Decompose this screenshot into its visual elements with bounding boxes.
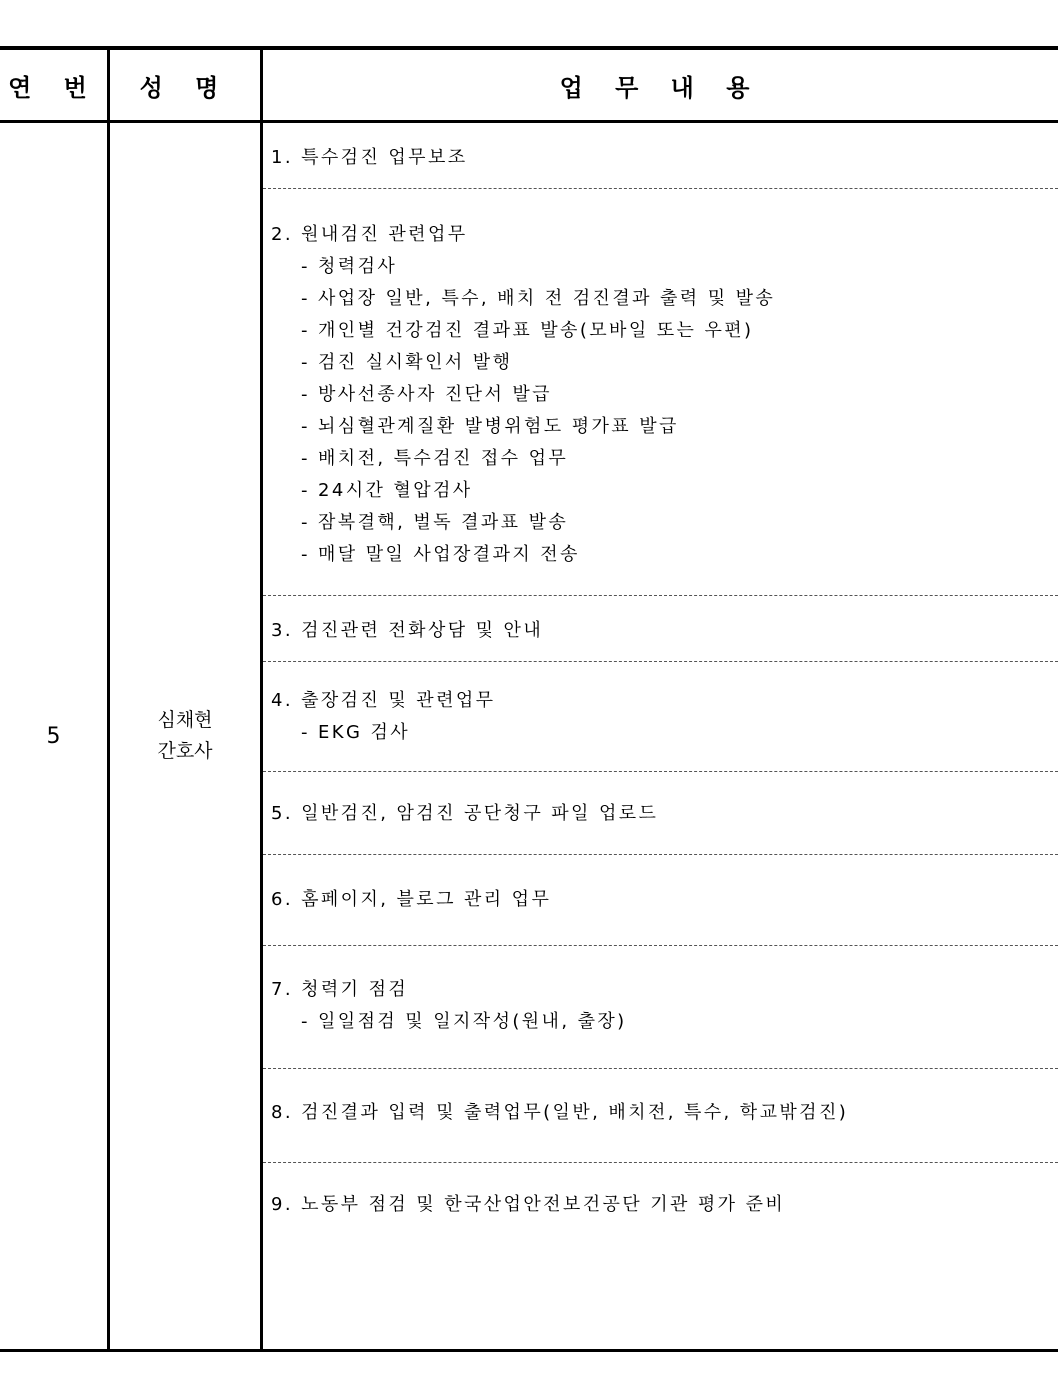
duty-title: 2. 원내검진 관련업무 xyxy=(271,224,468,245)
dashed-divider xyxy=(263,771,1058,772)
duties-table xyxy=(0,46,1058,1352)
duty-section xyxy=(263,142,1058,174)
header-duties: 업 무 내 용 xyxy=(559,73,762,102)
duty-item: - 일일점검 및 일지작성(원내, 출장) xyxy=(301,1011,627,1032)
duty-section xyxy=(263,685,1058,749)
duty-title: 3. 검진관련 전화상담 및 안내 xyxy=(271,620,544,641)
duty-section xyxy=(263,615,1058,647)
duty-item: - 배치전, 특수검진 접수 업무 xyxy=(301,448,569,469)
duty-item: - 24시간 혈압검사 xyxy=(301,480,473,501)
duty-title: 7. 청력기 점검 xyxy=(271,979,409,1000)
duties-cell xyxy=(263,123,1058,1349)
duty-item: - EKG 검사 xyxy=(301,722,411,743)
duty-item: - 검진 실시확인서 발행 xyxy=(301,352,513,373)
duty-section xyxy=(263,219,1058,571)
dashed-divider xyxy=(263,188,1058,189)
duty-item: - 뇌심혈관계질환 발병위험도 평가표 발급 xyxy=(301,416,679,437)
dashed-divider xyxy=(263,1068,1058,1069)
dashed-divider xyxy=(263,661,1058,662)
duty-section xyxy=(263,1189,1058,1221)
duty-section xyxy=(263,974,1058,1038)
person-name: 심채현 xyxy=(157,709,213,731)
header-name: 성 명 xyxy=(139,73,231,102)
duty-title: 1. 특수검진 업무보조 xyxy=(271,147,468,168)
duty-title: 8. 검진결과 입력 및 출력업무(일반, 배치전, 특수, 학교밖검진) xyxy=(271,1102,849,1123)
duty-item: - 개인별 건강검진 결과표 발송(모바일 또는 우편) xyxy=(301,320,754,341)
duty-section xyxy=(263,798,1058,830)
row-number: 5 xyxy=(46,723,61,749)
duty-section xyxy=(263,1097,1058,1129)
header-no: 연 번 xyxy=(8,73,99,102)
duty-title: 5. 일반검진, 암검진 공단청구 파일 업로드 xyxy=(271,803,659,824)
dashed-divider xyxy=(263,1162,1058,1163)
duty-title: 4. 출장검진 및 관련업무 xyxy=(271,690,496,711)
dashed-divider xyxy=(263,854,1058,855)
duty-title: 9. 노동부 점검 및 한국산업안전보건공단 기관 평가 준비 xyxy=(271,1194,786,1215)
duty-item: - 방사선종사자 진단서 발급 xyxy=(301,384,552,405)
duty-item: - 잠복결핵, 벌독 결과표 발송 xyxy=(301,512,569,533)
duty-item: - 청력검사 xyxy=(301,256,398,277)
person-cell xyxy=(110,123,260,1349)
duty-item: - 사업장 일반, 특수, 배치 전 검진결과 출력 및 발송 xyxy=(301,288,776,309)
duty-section xyxy=(263,884,1058,916)
duty-item: - 매달 말일 사업장결과지 전송 xyxy=(301,544,580,565)
table-header-row xyxy=(0,50,1058,123)
dashed-divider xyxy=(263,595,1058,596)
dashed-divider xyxy=(263,945,1058,946)
person-title: 간호사 xyxy=(157,740,213,762)
duty-title: 6. 홈페이지, 블로그 관리 업무 xyxy=(271,889,552,910)
